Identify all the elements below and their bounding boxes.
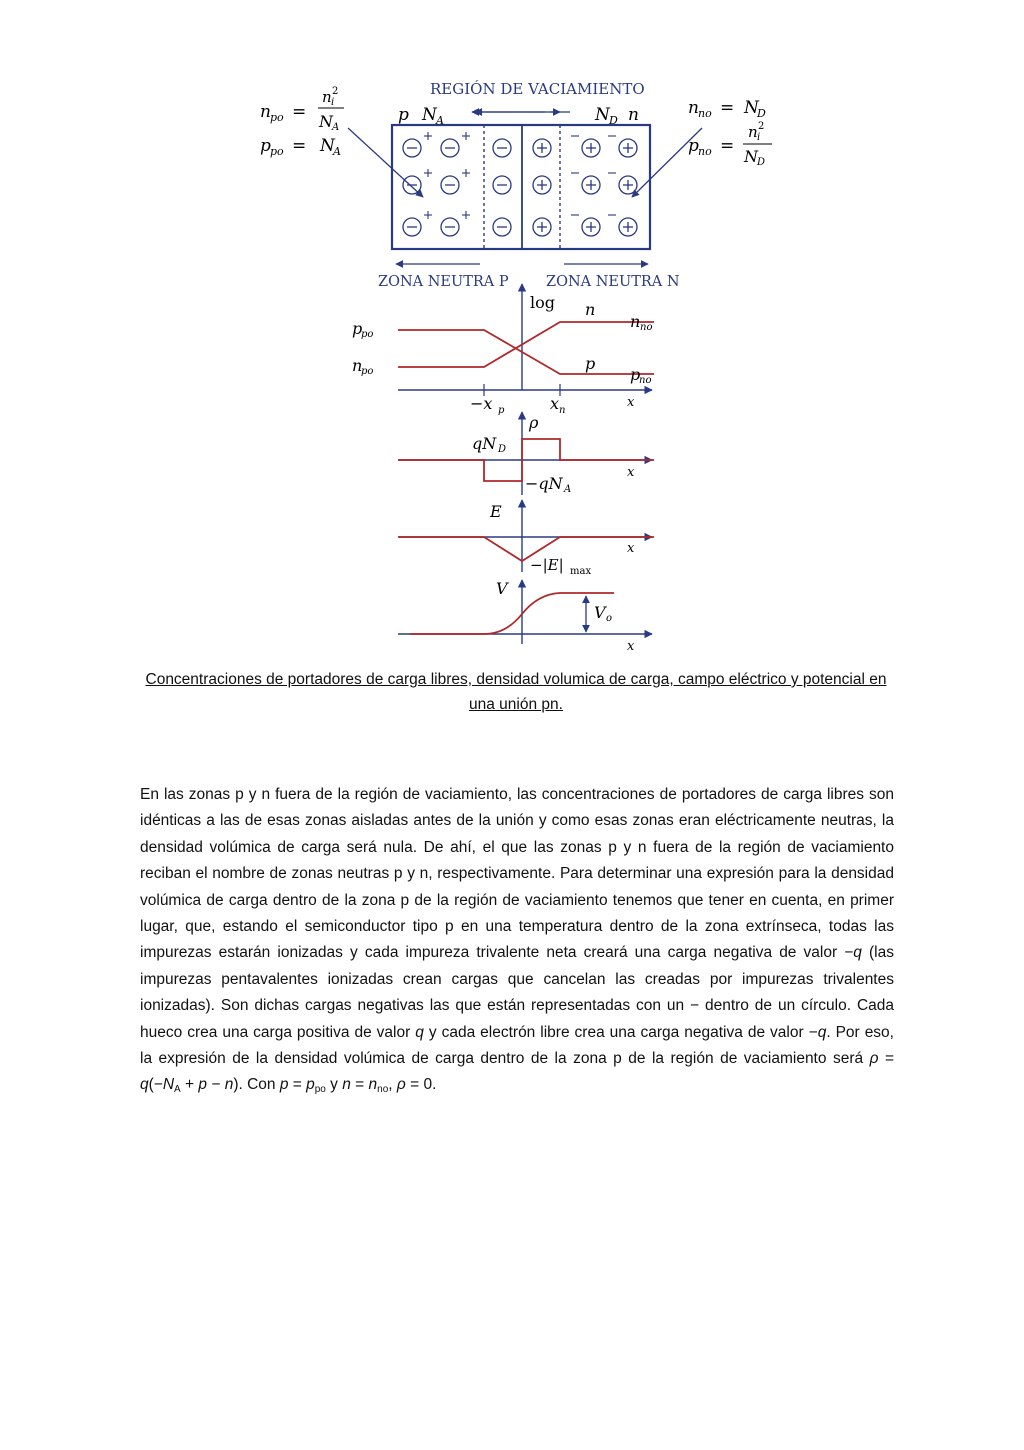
xp-label-sub: p	[498, 405, 505, 416]
zone-neutra-n: ZONA NEUTRA N	[546, 274, 680, 290]
cond-rho: ρ	[396, 1076, 406, 1094]
na-denominator-sub: A	[332, 122, 340, 133]
emax-label-sub: max	[570, 566, 592, 577]
nno-label: n	[630, 312, 641, 331]
nd-label-sub: D	[609, 114, 618, 127]
ppo-eq-equals: =	[292, 136, 307, 156]
n-curve-label: n	[585, 300, 596, 319]
cond-p: p	[279, 1076, 289, 1094]
cond-comma: ,	[388, 1076, 397, 1094]
zone-neutra-p: ZONA NEUTRA P	[378, 274, 509, 290]
cond-end: = 0.	[405, 1076, 437, 1094]
electric-field-plot	[398, 500, 654, 577]
p-label: p	[398, 105, 409, 125]
junction-box	[392, 125, 650, 249]
n-label: n	[628, 105, 639, 125]
body-text-6: ). Con	[233, 1076, 280, 1094]
qna-label-sub: A	[564, 484, 572, 495]
rho-label: ρ	[529, 413, 539, 432]
nd-denominator-sub: D	[757, 157, 766, 168]
nno-eq-right-sub: no	[698, 107, 712, 120]
body-text-2: (las impurezas pentavalentes ionizadas crean cargas que cancelan las creadas por impurezas trivalentes ionizadas). Son dichas cargas negativas las que están representadas con un − dentro de un círculo. Cada hueco crea una carga positiva de valor	[140, 944, 894, 1041]
npo-eq-left-sub: po	[270, 111, 284, 124]
v-label: V	[496, 579, 508, 598]
pointer-arrow-left	[348, 128, 423, 197]
pno-eq-right: p	[688, 136, 699, 156]
body-rho-1: ρ	[869, 1050, 879, 1068]
qnd-label: qN	[472, 434, 497, 453]
body-paragraph	[140, 782, 894, 1099]
e-label: E	[490, 502, 502, 521]
na-label-sub: A	[436, 114, 444, 127]
cond-po-sub: po	[314, 1084, 326, 1096]
junction-diagram	[260, 80, 772, 290]
v-x-label: x	[627, 639, 635, 652]
log-label: log	[530, 293, 555, 312]
cond-eq-1: =	[288, 1076, 307, 1094]
vo-label: V	[594, 603, 606, 622]
potential-curve	[410, 593, 614, 634]
pno-eq-equals: =	[720, 136, 735, 156]
nno-eq-equals: =	[720, 98, 735, 118]
cond-y: y	[325, 1076, 343, 1094]
pno-label-sub: no	[639, 375, 652, 386]
ni-numerator-left-sub: i	[331, 97, 335, 108]
potential-plot	[398, 579, 652, 652]
cond-p2: p	[306, 1076, 315, 1094]
body-q-1: q	[853, 944, 862, 962]
figure-caption: Concentraciones de portadores de carga libres, densidad volumica de carga, campo eléctrico y potencial en una unión pn.	[145, 671, 887, 713]
ni-numerator-left-sup: 2	[332, 86, 339, 97]
conc-x-label: x	[627, 395, 635, 410]
body-q-2: q	[415, 1023, 424, 1041]
ppo-eq-left-sub: po	[270, 145, 284, 158]
xn-label-sub: n	[559, 405, 566, 416]
body-text-1: En las zonas p y n fuera de la región de vaciamiento, las concentraciones de portadores de carga libres son idénticas a las de esas zonas aisladas antes de la unión y como esas zonas eran eléctricamente neutras, la densidad volúmica de carga será nula. De ahí, el que las zonas p y n fuera de la región de vaciamiento reciban el nombre de zonas neutras p y n, respectivamente. Para determinar una expresión para la densidad volúmica de carga dentro de la zona p de la región de vaciamiento tenemos que tener en cuenta, en primer lugar, que, estando el semiconductor tipo p en una temperatura dentro de la zona extrínseca, todas las impurezas estarán ionizadas y cada impureza trivalente neta creará una carga negativa de valor −	[140, 786, 894, 962]
nd-denominator: N	[744, 147, 758, 166]
ni-numerator-right-sup: 2	[758, 121, 765, 132]
electron-concentration-curve	[398, 322, 654, 367]
emax-label: −|E|	[530, 556, 564, 574]
xp-label: −x	[470, 394, 493, 413]
electric-field-curve	[398, 537, 654, 561]
pointer-arrow-right	[632, 128, 702, 197]
nd-label: N	[595, 105, 610, 125]
region-title: REGIÓN DE VACIAMIENTO	[430, 80, 645, 98]
eq-minus: −	[207, 1076, 225, 1094]
nno-label-sub: no	[640, 322, 653, 333]
rho-x-label: x	[627, 465, 635, 480]
eq-n: n	[224, 1076, 234, 1094]
body-q-3: q	[817, 1023, 827, 1041]
ppo-eq-na: N	[320, 136, 335, 156]
ni-numerator-left: n	[322, 88, 332, 106]
ni-numerator-right: n	[748, 123, 758, 141]
cond-n2: n	[368, 1076, 378, 1094]
vo-label-sub: o	[606, 613, 613, 624]
npo-eq-equals: =	[292, 102, 307, 122]
eq-open: (−	[148, 1076, 163, 1094]
body-text-5: =	[878, 1050, 895, 1068]
nno-eq-nd: N	[744, 98, 759, 118]
eq-p: p	[198, 1076, 208, 1094]
ppo-label: p	[352, 319, 363, 338]
p-curve-label: p	[585, 354, 596, 373]
body-text-4: . Por eso, la expresión de la densidad volúmica de carga dentro de la zona p de la región de vaciamiento será	[140, 1023, 894, 1068]
pn-junction-figure	[240, 72, 790, 652]
cond-n: n	[342, 1076, 351, 1094]
npo-eq-left: n	[260, 102, 271, 122]
nno-eq-right: n	[688, 98, 699, 118]
ni-numerator-right-sub: i	[757, 132, 761, 143]
eq-n-capital: N	[162, 1076, 175, 1094]
e-x-label: x	[627, 541, 635, 556]
qnd-label-sub: D	[498, 444, 507, 455]
cond-no-sub: no	[377, 1084, 389, 1096]
eq-a-sub: A	[174, 1084, 181, 1096]
pno-eq-right-sub: no	[698, 145, 712, 158]
eq-q: q	[140, 1076, 149, 1094]
cond-eq-2: =	[350, 1076, 369, 1094]
npo-label: n	[352, 356, 363, 375]
charge-density-plot	[398, 412, 654, 495]
pno-label: p	[630, 365, 641, 384]
na-label: N	[422, 105, 437, 125]
ppo-label-sub: po	[361, 329, 374, 340]
ion-grid	[403, 132, 637, 236]
eq-plus: +	[180, 1076, 199, 1094]
qna-label: −qN	[525, 474, 563, 493]
ppo-eq-left: p	[260, 136, 271, 156]
body-text-3: y cada electrón libre crea una carga negativa de valor −	[423, 1023, 818, 1041]
npo-label-sub: po	[361, 366, 374, 377]
concentration-plot	[352, 284, 654, 416]
ppo-eq-na-sub: A	[333, 145, 341, 158]
nno-eq-nd-sub: D	[757, 107, 766, 120]
na-denominator: N	[319, 112, 333, 131]
xn-label: x	[550, 394, 560, 413]
